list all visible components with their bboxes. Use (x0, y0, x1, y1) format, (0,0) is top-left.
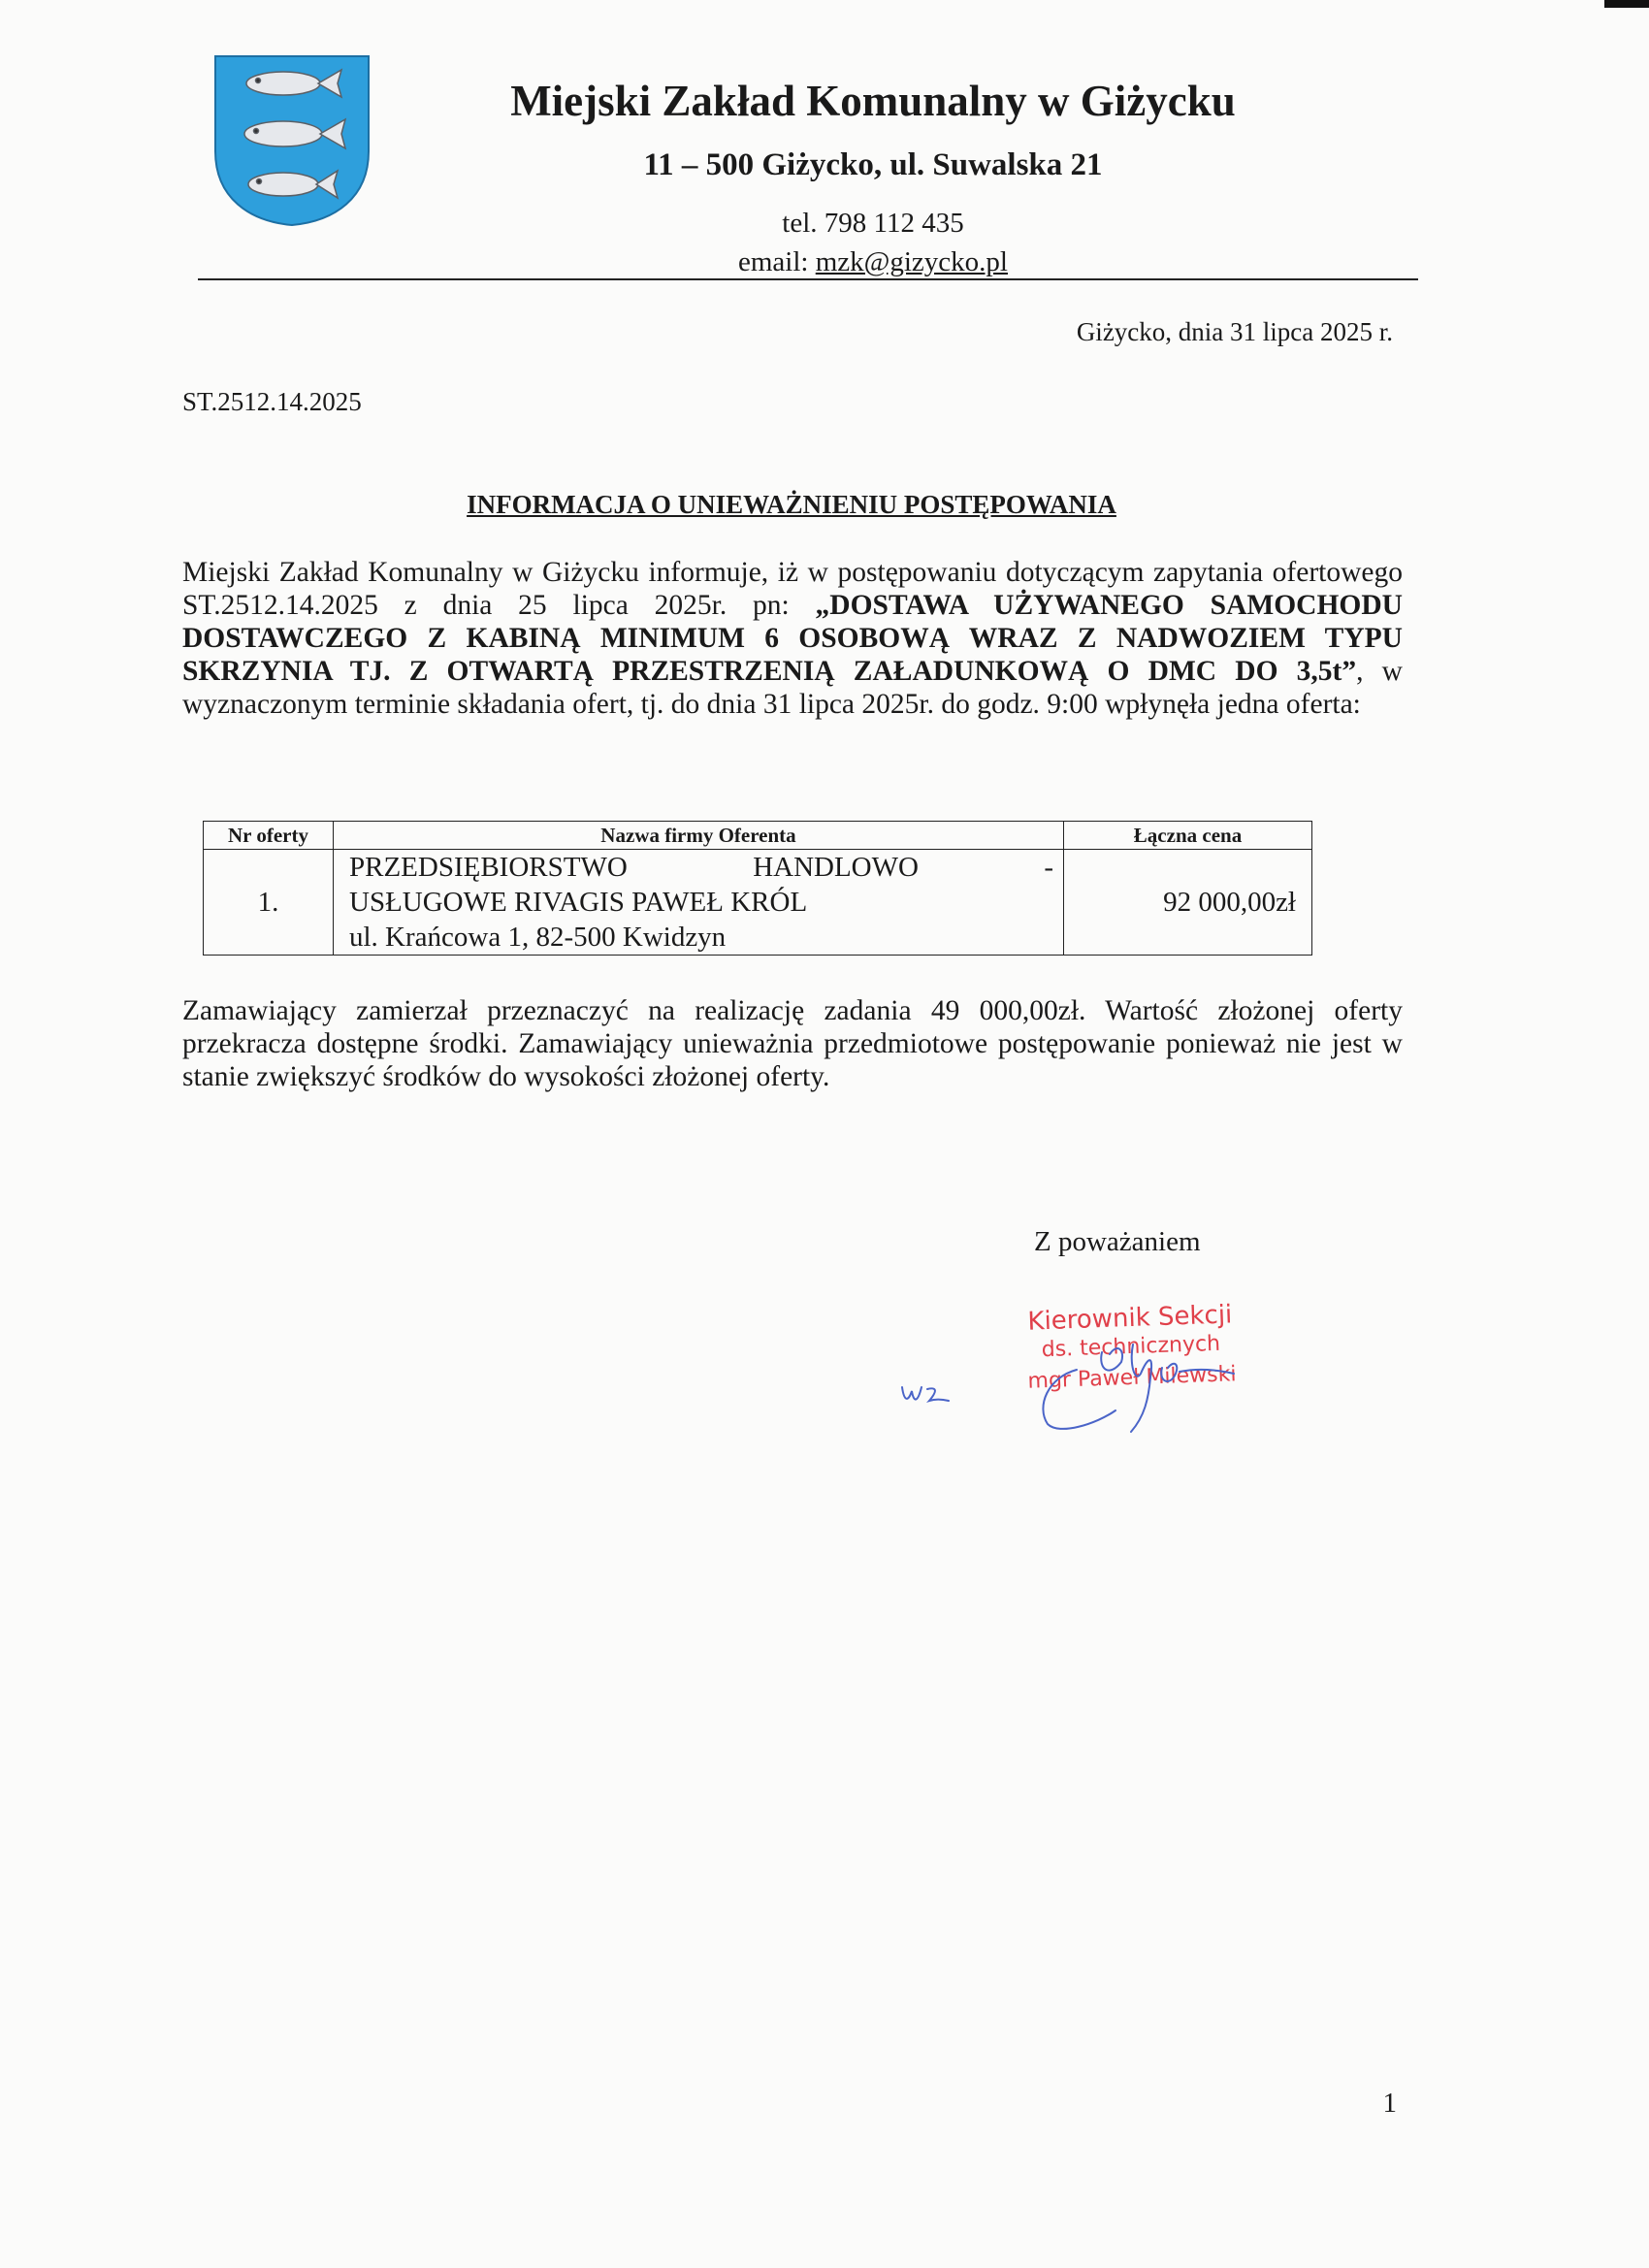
procurement-subject: „DOSTAWA UŻYWANEGO SAMOCHODU DOSTAWCZEGO Z KABINĄ MINIMUM 6 OSOBOWĄ WRAZ Z NADWOZIEM TYPU SKRZYNIA TJ. Z OTWARTĄ PRZESTRZENIĄ ZAŁADUNKOWĄ O DMC DO 3,5t” (182, 590, 1403, 687)
email-link[interactable]: mzk@gizycko.pl (815, 246, 1008, 277)
offer-number: 1. (204, 850, 334, 956)
offers-table (203, 821, 1312, 956)
offer-price: 92 000,00zł (1064, 850, 1312, 956)
handwritten-signature (1009, 1310, 1290, 1436)
cancellation-paragraph: Zamawiający zamierzał przeznaczyć na realizację zadania 49 000,00zł. Wartość złożonej oferty przekracza dostępne środki. Zamawiający unieważnia przedmiotowe postępowanie ponieważ nie jest w stanie zwiększyć środków do wysokości złożonej oferty. (182, 995, 1403, 1092)
organization-address: 11 – 500 Giżycko, ul. Suwalska 21 (643, 147, 1103, 182)
closing-salutation: Z poważaniem (1034, 1226, 1201, 1257)
bidder-name-line: PRZEDSIĘBIORSTWO HANDLOWO - (349, 852, 1053, 883)
header-total-price: Łączna cena (1064, 822, 1312, 850)
organization-name: Miejski Zakład Komunalny w Giżycku (510, 77, 1236, 125)
page-number: 1 (1382, 2088, 1397, 2119)
stamp-line: Kierownik Sekcji (1026, 1300, 1233, 1337)
header-offer-number: Nr oferty (204, 822, 334, 850)
document-date: Giżycko, dnia 31 lipca 2025 r. (1076, 317, 1393, 346)
header-divider (198, 278, 1418, 280)
intro-outro: , w wyznaczonym terminie składania ofert, tj. do dnia 31 lipca 2025r. do godz. 9:00 wpłynęła jedna oferta: (182, 656, 1403, 720)
scan-corner-mark (1604, 0, 1649, 8)
email-label: email: (738, 246, 816, 277)
organization-email-line (485, 244, 1261, 279)
bidder-name-line: USŁUGOWE RIVAGIS PAWEŁ KRÓL (349, 887, 808, 918)
bidder-address-line: ul. Krańcowa 1, 82-500 Kwidzyn (349, 922, 727, 953)
handwritten-initials (898, 1376, 956, 1410)
document-title: INFORMACJA O UNIEWAŻNIENIU POSTĘPOWANIA (467, 490, 1116, 519)
header-bidder-name: Nazwa firmy Oferenta (334, 822, 1064, 850)
reference-number: ST.2512.14.2025 (182, 387, 362, 416)
coat-of-arms-logo (213, 54, 371, 227)
table-header-row (204, 822, 1312, 850)
stamp-line: mgr Paweł Milewski (1027, 1362, 1237, 1394)
intro-text: Miejski Zakład Komunalny w Giżycku informuje, iż w postępowaniu dotyczącym zapytania ofertowego ST.2512.14.2025 z dnia 25 lipca 2025r. pn: (182, 557, 1403, 621)
organization-phone: tel. 798 112 435 (782, 208, 964, 239)
stamp-line: ds. technicznych (1041, 1331, 1221, 1363)
intro-paragraph (182, 556, 1403, 721)
bidder-name-cell (334, 850, 1064, 956)
table-row (204, 850, 1312, 956)
